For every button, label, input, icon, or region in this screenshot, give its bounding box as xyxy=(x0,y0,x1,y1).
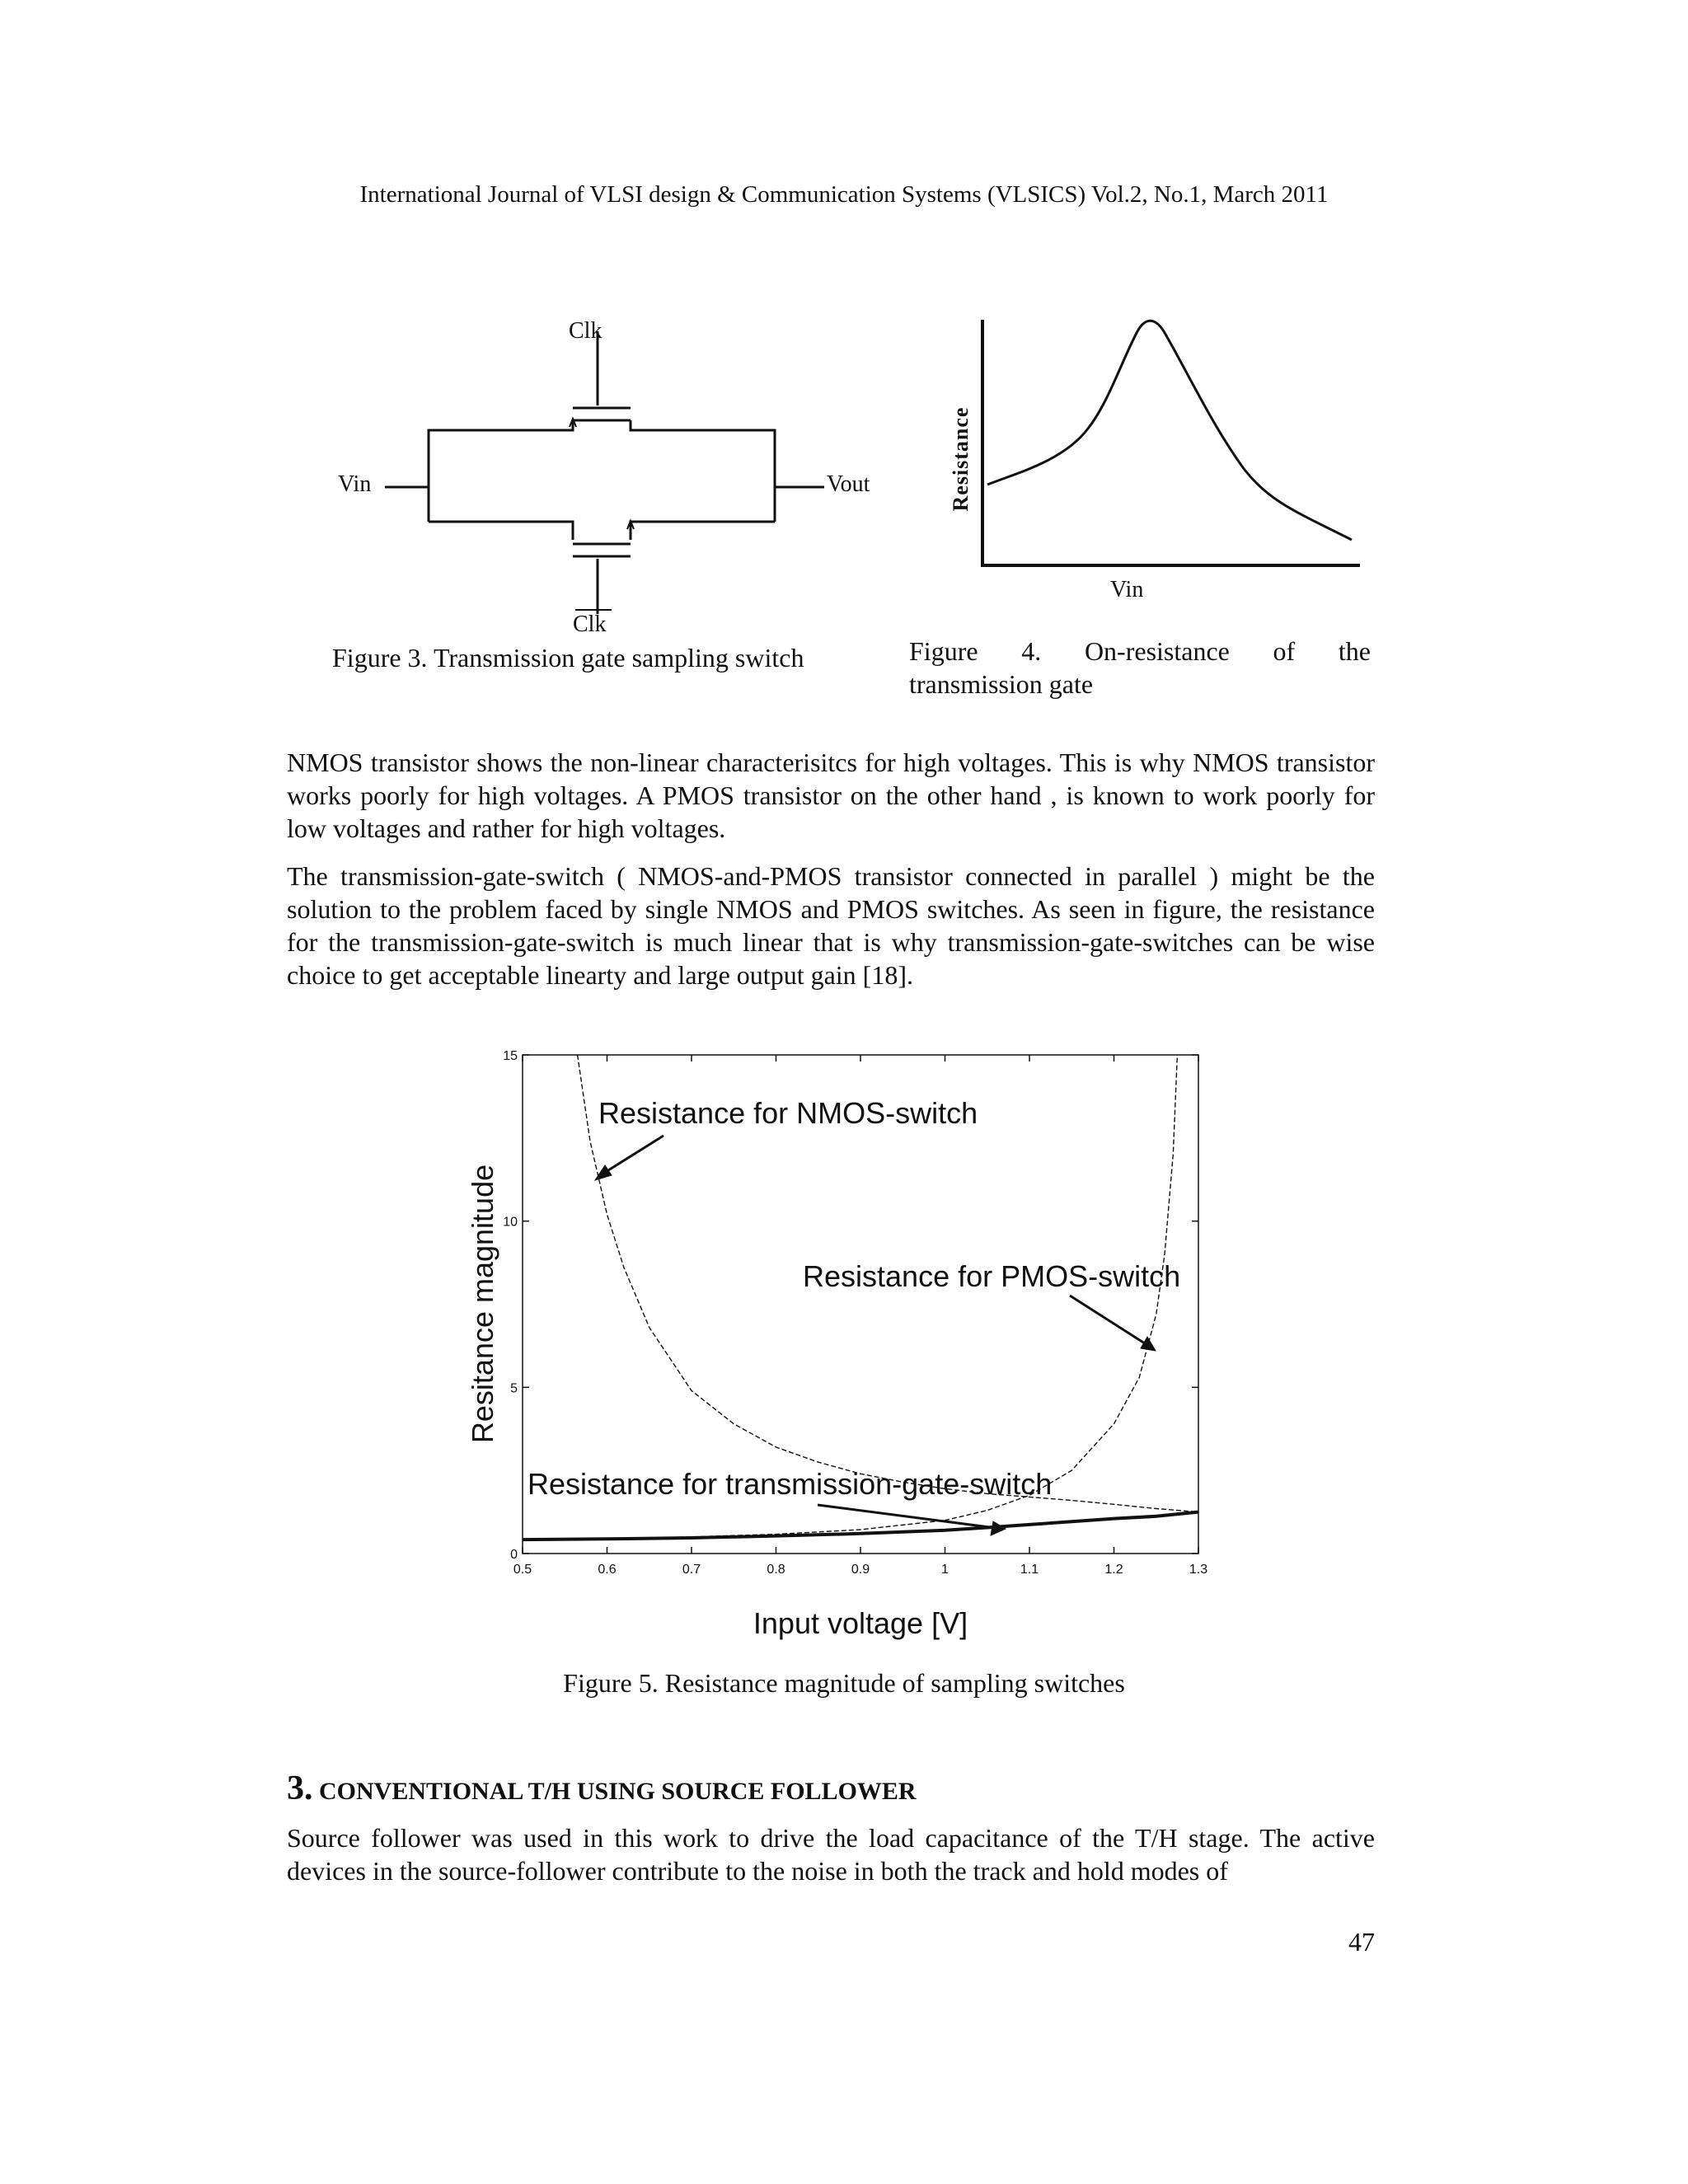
paragraph-1: NMOS transistor shows the non-linear characterisitcs for high voltages. This is why NMOS transistor works poorly for high voltages. A PMOS transistor on the other hand , is known to work poorly for low voltages and rather for high voltages. xyxy=(287,748,1375,843)
figure-4-ylabel: Resistance xyxy=(949,406,973,512)
figure-5-chart xyxy=(453,1038,1236,1648)
clk-top-label: Clk xyxy=(569,318,603,344)
section-body xyxy=(287,1821,1375,1902)
x-tick-label: 0.8 xyxy=(767,1563,785,1577)
vin-label: Vin xyxy=(338,471,372,497)
x-tick-label: 1.1 xyxy=(1020,1563,1039,1577)
nmos-arrow xyxy=(602,1136,663,1174)
y-axis-label: Resitance magnitude xyxy=(466,1164,499,1444)
y-tick-label: 10 xyxy=(503,1215,518,1230)
pmos-arrowhead xyxy=(1141,1337,1156,1351)
pmos-annotation: Resistance for PMOS-switch xyxy=(803,1259,1181,1293)
vout-label: Vout xyxy=(827,471,870,497)
tg-arrow xyxy=(818,1505,996,1528)
x-axis-label: Input voltage [V] xyxy=(753,1606,968,1640)
section-heading xyxy=(287,1769,917,1808)
section-number: 3. xyxy=(287,1769,313,1807)
pmos-arrow xyxy=(1070,1296,1147,1345)
on-resistance-curve xyxy=(987,321,1352,540)
tg-annotation: Resistance for transmission-gate-switch xyxy=(528,1467,1053,1501)
figure-5-caption: Figure 5. Resistance magnitude of sampling switches xyxy=(563,1668,1125,1698)
clk-bottom-label: Clk xyxy=(573,612,607,637)
x-tick-label: 1.3 xyxy=(1189,1563,1208,1577)
x-tick-label: 1.2 xyxy=(1104,1563,1123,1577)
nmos-annotation: Resistance for NMOS-switch xyxy=(598,1096,978,1130)
figure-4-plot xyxy=(940,313,1385,610)
figure-4-ylabel-wrap xyxy=(946,396,976,527)
x-tick-label: 0.9 xyxy=(851,1563,870,1577)
figure-4-xlabel: Vin xyxy=(1110,577,1144,602)
figure-4-caption-line1: Figure 4. On-resistance of the xyxy=(909,636,1371,666)
y-tick-label: 5 xyxy=(510,1381,518,1396)
figure-4-caption-line2: transmission gate xyxy=(909,669,1094,699)
section-paragraph: Source follower was used in this work to drive the load capacitance of the T/H stage. The active devices in the source-follower contribute to the noise in both the track and hold modes of xyxy=(287,1823,1375,1886)
x-tick-label: 1 xyxy=(941,1563,949,1577)
y-tick-label: 15 xyxy=(503,1049,518,1063)
section-title: CONVENTIONAL T/H USING SOURCE FOLLOWER xyxy=(319,1778,917,1805)
paragraph-2: The transmission-gate-switch ( NMOS-and-PMOS transistor connected in parallel ) might be the solution to the problem faced by single NMOS and PMOS switches. As seen in figure, the resistance for the transmission-gate-switch is much linear that is why transmission-gate-switches can be wise choice to get acceptable linearty and large output gain [18]. xyxy=(287,861,1375,990)
page-number: 47 xyxy=(1348,1927,1375,1957)
y-tick-label: 0 xyxy=(510,1548,518,1562)
transmission-gate-curve xyxy=(523,1512,1198,1540)
tg-arrowhead xyxy=(991,1521,1006,1535)
x-tick-label: 0.7 xyxy=(682,1563,701,1577)
figure-3-caption: Figure 3. Transmission gate sampling switch xyxy=(332,643,804,673)
x-tick-label: 0.6 xyxy=(598,1563,617,1577)
x-tick-label: 0.5 xyxy=(513,1563,532,1577)
journal-header: International Journal of VLSI design & Communication Systems (VLSICS) Vol.2, No.1, March 2011 xyxy=(359,181,1329,208)
figure-3-schematic xyxy=(313,313,907,643)
figure-4-caption xyxy=(909,635,1371,701)
body-text xyxy=(287,746,1375,1006)
